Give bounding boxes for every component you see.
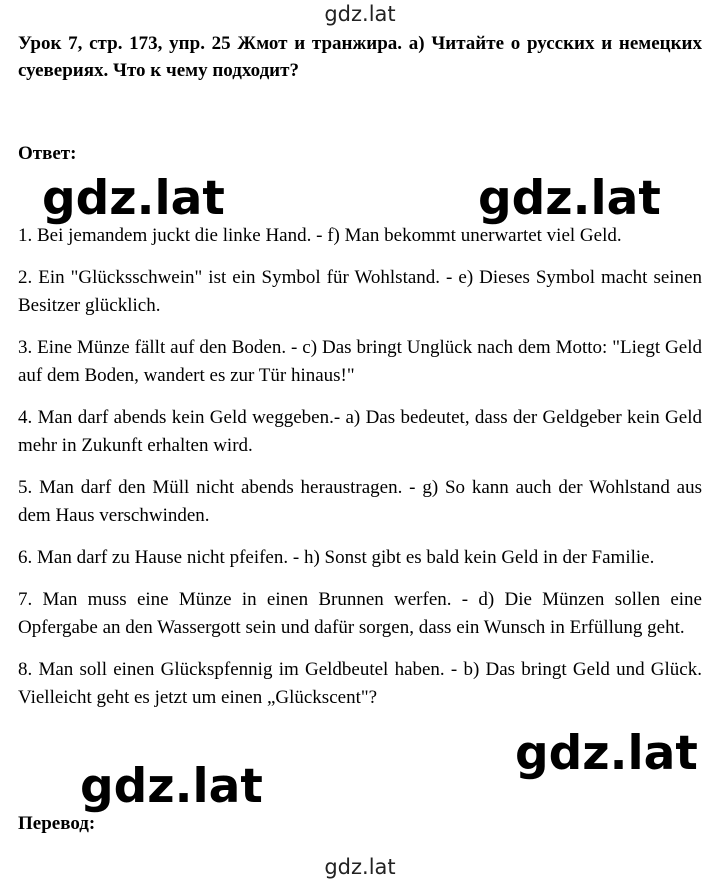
answer-item: 3. Eine Münze fällt auf den Boden. - c) Das bringt Unglück nach dem Motto: "Liegt Geld auf dem Boden, wandert es zur Tür hinaus!" — [18, 337, 702, 386]
watermark-bottom: gdz.lat — [324, 855, 396, 879]
answer-item: 6. Man darf zu Hause nicht pfeifen. - h) Sonst gibt es bald kein Geld in der Familie. — [18, 547, 655, 568]
task-heading: Урок 7, стр. 173, упр. 25 Жмот и транжира. а) Читайте о русских и немецких суевериях. Что к чему подходит? — [18, 33, 702, 81]
watermark-large: gdz.lat — [515, 726, 698, 781]
answer-item: 8. Man soll einen Glückspfennig im Geldbeutel haben. - b) Das bringt Geld und Glück. Vielleicht geht es jetzt um einen „Glückscent"? — [18, 659, 702, 708]
watermark-top: gdz.lat — [324, 2, 396, 26]
translation-label: Перевод: — [18, 813, 96, 834]
answer-item: 1. Bei jemandem juckt die linke Hand. - f) Man bekommt unerwartet viel Geld. — [18, 225, 622, 246]
watermark-large: gdz.lat — [42, 171, 225, 226]
answer-item: 7. Man muss eine Münze in einen Brunnen werfen. - d) Die Münzen sollen eine Opfergabe an den Wassergott sein und dafür sorgen, dass ein Wunsch in Erfüllung geht. — [18, 589, 702, 638]
watermark-large: gdz.lat — [478, 171, 661, 226]
watermark-large: gdz.lat — [80, 759, 263, 814]
task-section — [18, 30, 702, 84]
answer-item: 2. Ein "Glücksschwein" ist ein Symbol für Wohlstand. - e) Dieses Symbol macht seinen Besitzer glücklich. — [18, 267, 702, 316]
answer-label: Ответ: — [18, 143, 77, 164]
answer-item: 5. Man darf den Müll nicht abends heraustragen. - g) So kann auch der Wohlstand aus dem Haus verschwinden. — [18, 477, 702, 526]
answer-item: 4. Man darf abends kein Geld weggeben.- a) Das bedeutet, dass der Geldgeber kein Geld mehr in Zukunft erhalten wird. — [18, 407, 702, 456]
answer-list — [18, 222, 702, 726]
